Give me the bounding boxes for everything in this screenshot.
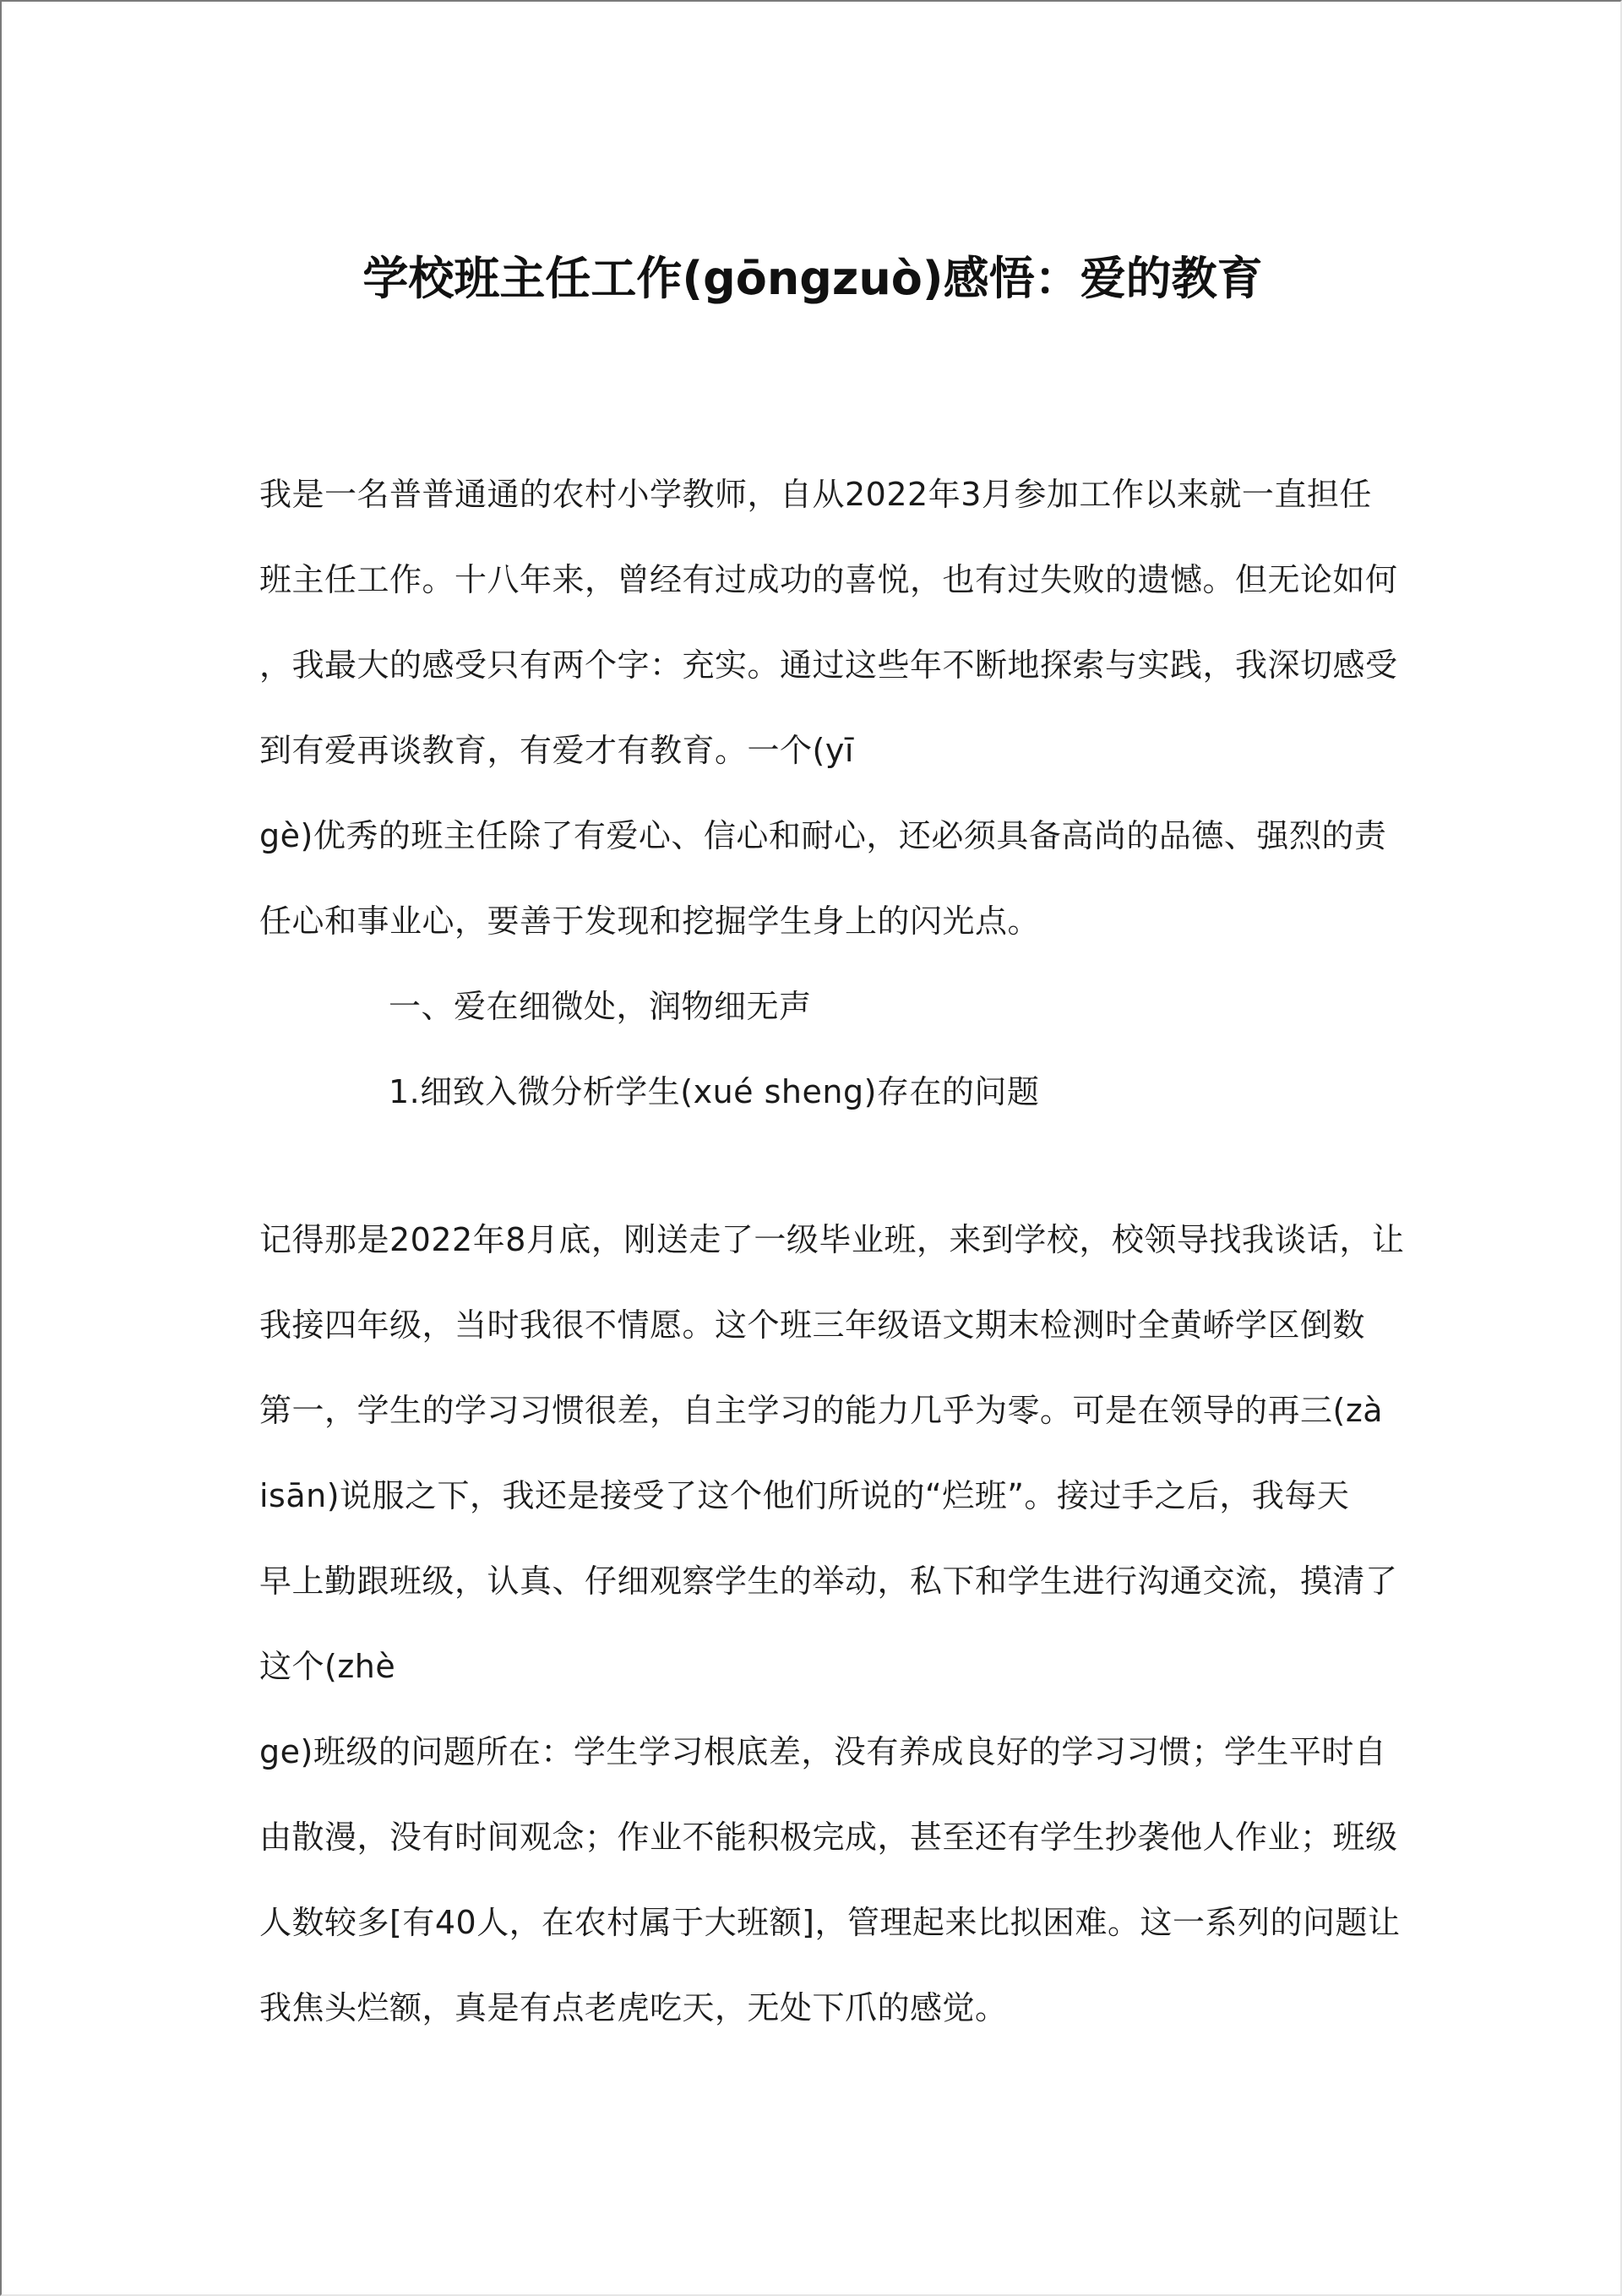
paragraph-2-line: 这个(zhè (259, 1648, 396, 1685)
section-heading: 一、爱在细微处，润物细无声 (389, 988, 812, 1025)
paragraph-1-line: 到有爱再谈教育，有爱才有教育。一个(yī (259, 732, 854, 769)
paragraph-2-line: isān)说服之下，我还是接受了这个他们所说的“烂班”。接过手之后，我每天 (259, 1477, 1350, 1514)
paragraph-2-line: 人数较多[有40人，在农村属于大班额]，管理起来比拟困难。这一系列的问题让 (259, 1904, 1401, 1941)
paragraph-1-line: 班主任工作。十八年来，曾经有过成功的喜悦，也有过失败的遗憾。但无论如何 (259, 561, 1398, 598)
paragraph-2-line: 记得那是2022年8月底，刚送走了一级毕业班，来到学校，校领导找我谈话，让 (259, 1221, 1405, 1258)
subsection-heading: 1.细致入微分析学生(xué sheng)存在的问题 (389, 1073, 1040, 1110)
paragraph-1-line: gè)优秀的班主任除了有爱心、信心和耐心，还必须具备高尚的品德、强烈的责 (259, 817, 1387, 854)
paragraph-1-line: 任心和事业心，要善于发现和挖掘学生身上的闪光点。 (259, 903, 1041, 940)
paragraph-1-line: 我是一名普普通通的农村小学教师，自从2022年3月参加工作以来就一直担任 (259, 476, 1372, 513)
document-title: 学校班主任工作(gōngzuò)感悟：爱的教育 (362, 252, 1263, 305)
paragraph-2-line: 第一，学生的学习习惯很差，自主学习的能力几乎为零。可是在领导的再三(zà (259, 1392, 1384, 1429)
paragraph-2-line: 早上勤跟班级，认真、仔细观察学生的举动，私下和学生进行沟通交流，摸清了 (259, 1562, 1398, 1600)
paragraph-2-line: 我接四年级，当时我很不情愿。这个班三年级语文期末检测时全黄峤学区倒数 (259, 1306, 1366, 1344)
paragraph-2-line: ge)班级的问题所在：学生学习根底差，没有养成良好的学习习惯；学生平时自 (259, 1733, 1387, 1770)
paragraph-2-line: 我焦头烂额，真是有点老虎吃天，无处下爪的感觉。 (259, 1989, 1008, 2026)
paragraph-2-line: 由散漫，没有时间观念；作业不能积极完成，甚至还有学生抄袭他人作业；班级 (259, 1819, 1398, 1856)
paragraph-1-line: ，我最大的感受只有两个字：充实。通过这些年不断地探索与实践，我深切感受 (259, 646, 1398, 684)
